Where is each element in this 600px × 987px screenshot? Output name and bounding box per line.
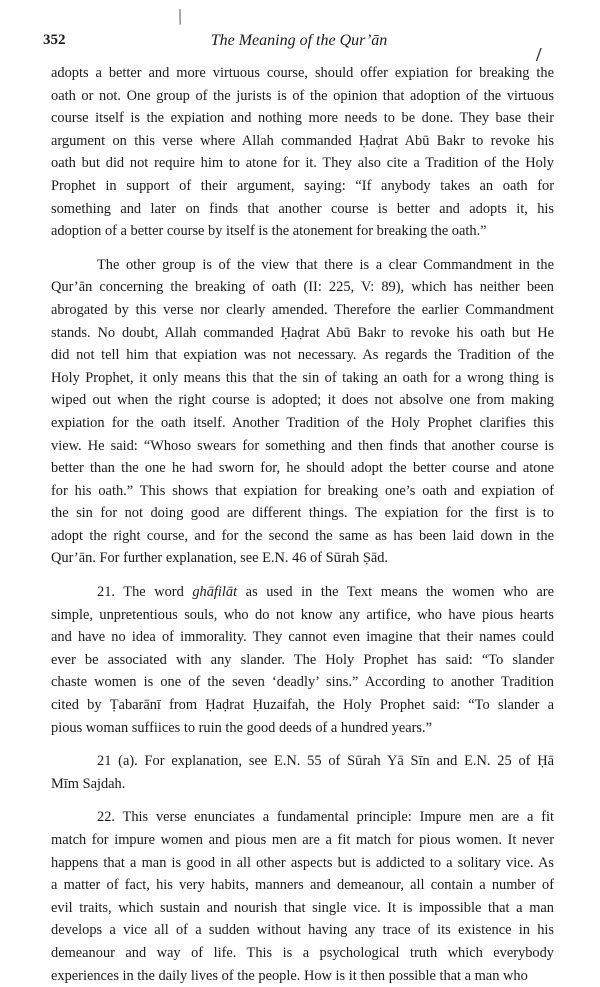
text-line: match for impure women and pious men are a fit match for pious women. It never [51, 832, 554, 848]
text-line: happens that a man is good in all other aspects but is addicted to a solitary vice. As [51, 854, 554, 871]
paragraph-continuation [51, 62, 554, 243]
text-line: demeanour and way of life. This is a psychological truth which everybody [51, 944, 554, 961]
text-line: oath or not. One group of the jurists is of the opinion that adoption of the virtuous [51, 87, 554, 104]
pen-mark-right: / [536, 44, 542, 66]
text-line: argument on this verse where Allah commanded Ḥaḍrat Abū Bakr to revoke his [51, 132, 554, 149]
text-line: Mīm Sajdah. [51, 775, 126, 792]
body-text [51, 62, 554, 987]
text-line: adoption of a better course by itself is the atonement for breaking the oath.” [51, 223, 487, 240]
text-line: view. He said: “Whoso swears for something and then finds that another course is [51, 437, 554, 454]
text-line: wiped out when the right course is adopted; it does not absolve one from making [51, 392, 554, 409]
text-line: did not tell him that expiation was not necessary. As regards the Tradition of the [51, 347, 554, 364]
text-line: adopt the right course, and for the second the same as has been laid down in the [51, 527, 554, 544]
paragraph-note-21a [51, 750, 554, 795]
text-line: Qur’ān concerning the breaking of oath (II: 225, V: 89), which has neither been [51, 279, 554, 296]
text-line: cited by Ṭabarānī from Ḥaḍrat Ḥuzaifah, the Holy Prophet said: “To slander a [51, 697, 554, 714]
text-line: experiences in the daily lives of the people. How is it then possible that a man who [51, 967, 528, 984]
paragraph-note-21 [51, 581, 554, 739]
text-line: and have no idea of immorality. They cannot even imagine that their names could [51, 629, 554, 646]
page-number: 352 [43, 32, 66, 48]
text-line: 21 (a). For explanation, see E.N. 55 of Sūrah Yā Sīn and E.N. 25 of Ḥā [97, 753, 554, 770]
pen-mark-top: / [172, 3, 188, 30]
text-line: oath but did not require him to atone for it. They also cite a Tradition of the Holy [51, 155, 554, 172]
text-line: better than the one he had sworn for, he should adopt the better course and atone [51, 460, 554, 477]
paragraph-note-22 [51, 806, 554, 987]
text-line: 21. The word ghāfilāt as used in the Text means the women who are [97, 584, 554, 601]
text-line: the sin for not doing good are different things. The expiation for the first is to [51, 505, 554, 522]
running-title: The Meaning of the Qur’ān [210, 32, 388, 49]
text-line: for his oath.” This shows that expiation for breaking one’s oath and expiation of [51, 482, 554, 499]
text-line: a matter of fact, his very habits, manners and demeanour, all contain a number of [51, 877, 554, 894]
text-line: simple, unpretentious souls, who do not know any artifice, who have pious hearts [51, 606, 554, 623]
italic-term: ghāfilāt [192, 584, 238, 601]
text-line: develops a vice all of a sudden without having any trace of its existence in his [51, 922, 554, 939]
text-line: ever be associated with any slander. The Holy Prophet has said: “To slander [51, 651, 554, 668]
text-line: adopts a better and more virtuous course, should offer expiation for breaking the [51, 65, 554, 81]
text-line: pious woman suffiices to ruin the good deeds of a hundred years.” [51, 719, 432, 736]
text-line: course itself is the expiation and nothing more needs to be done. They base their [51, 110, 554, 127]
paragraph-other-group [51, 254, 554, 570]
text-line: Prophet in support of their argument, saying: “If anybody takes an oath for [51, 177, 554, 194]
text-line: something and later on finds that another course is better and adopts it, his [51, 200, 554, 217]
text-line: expiation for the oath itself. Another Tradition of the Holy Prophet clarifies this [51, 414, 554, 431]
text-line: chaste women is one of the seven ‘deadly’ sins.” According to another Tradition [51, 674, 554, 691]
text-line: abrogated by this verse nor clearly amended. Therefore the earlier Commandment [51, 301, 554, 318]
text-line: stands. No doubt, Allah commanded Ḥaḍrat Abū Bakr to revoke his oath but He [51, 324, 554, 341]
page-header [43, 32, 555, 54]
text-line: Holy Prophet, it only means this that the sin of taking an oath for a wrong thing is [51, 369, 554, 386]
text-line: 22. This verse enunciates a fundamental principle: Impure men are a fit [97, 809, 554, 826]
text-line: The other group is of the view that there is a clear Commandment in the [97, 256, 554, 273]
text-line: Qur’ān. For further explanation, see E.N. 46 of Sūrah Ṣād. [51, 550, 389, 567]
text-line: evil traits, which sustain and nourish that single vice. It is impossible that a man [51, 899, 554, 916]
